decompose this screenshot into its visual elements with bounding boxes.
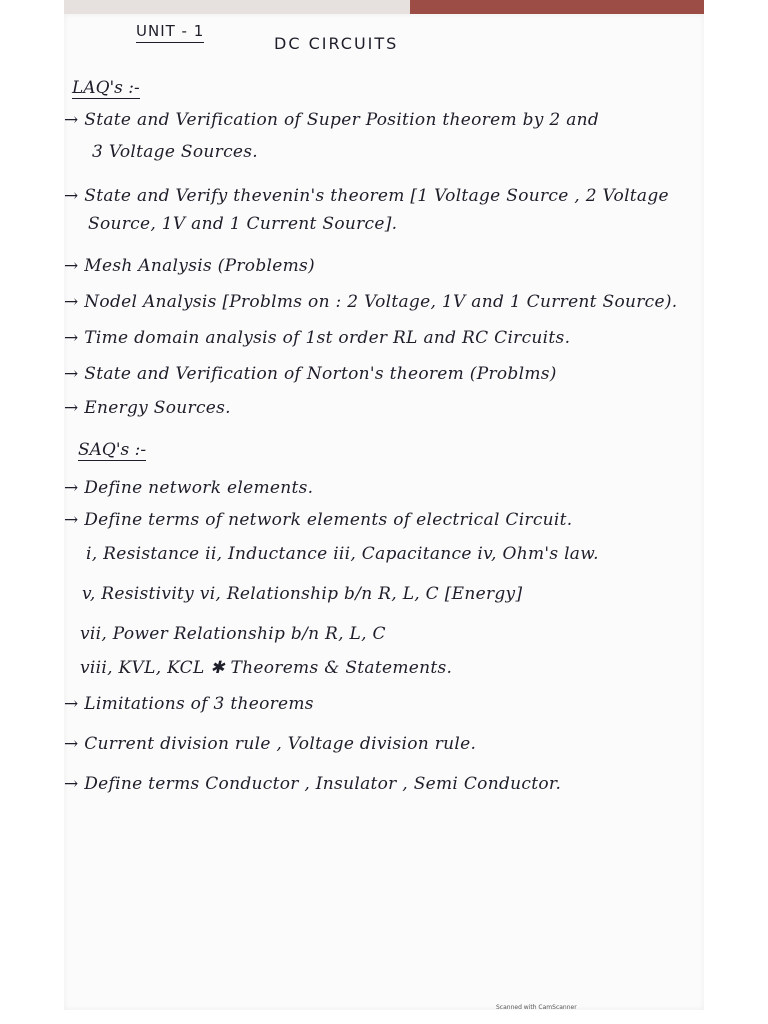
laq-heading-text: LAQ's :- xyxy=(72,78,140,98)
laq-item-6: → State and Verification of Norton's theorem (Problms) xyxy=(64,364,557,384)
laq-item-2-cont: Source, 1V and 1 Current Source]. xyxy=(88,214,398,234)
laq-heading xyxy=(72,78,140,98)
laq-item-3: → Mesh Analysis (Problems) xyxy=(64,256,315,276)
laq-item-1: → State and Verification of Super Position theorem by 2 and xyxy=(64,110,600,130)
unit-heading: UNIT - 1 xyxy=(136,22,205,40)
saq-item-1: → Define network elements. xyxy=(64,478,314,498)
saq-item-2: → Define terms of network elements of electrical Circuit. xyxy=(64,510,573,530)
saq-subitems-3: vii, Power Relationship b/n R, L, C xyxy=(80,624,386,644)
saq-heading xyxy=(78,440,146,460)
saq-subitems-2: v, Resistivity vi, Relationship b/n R, L, C [Energy] xyxy=(82,584,523,604)
laq-item-5: → Time domain analysis of 1st order RL and RC Circuits. xyxy=(64,328,571,348)
scanner-watermark: Scanned with CamScanner xyxy=(496,1004,577,1011)
laq-item-4: → Nodel Analysis [Problms on : 2 Voltage, 1V and 1 Current Source). xyxy=(64,292,678,312)
laq-item-7: → Energy Sources. xyxy=(64,398,231,418)
laq-item-2: → State and Verify thevenin's theorem [1 Voltage Source , 2 Voltage xyxy=(64,186,669,206)
saq-item-3: → Limitations of 3 theorems xyxy=(64,694,314,714)
saq-heading-text: SAQ's :- xyxy=(78,440,147,460)
saq-item-4: → Current division rule , Voltage division rule. xyxy=(64,734,477,754)
saq-item-5: → Define terms Conductor , Insulator , Semi Conductor. xyxy=(64,774,562,794)
page-title: DC CIRCUITS xyxy=(274,34,399,53)
saq-subitems-1: i, Resistance ii, Inductance iii, Capacitance iv, Ohm's law. xyxy=(86,544,599,564)
laq-item-1-cont: 3 Voltage Sources. xyxy=(92,142,258,162)
saq-subitems-4: viii, KVL, KCL ✱ Theorems & Statements. xyxy=(80,658,453,678)
